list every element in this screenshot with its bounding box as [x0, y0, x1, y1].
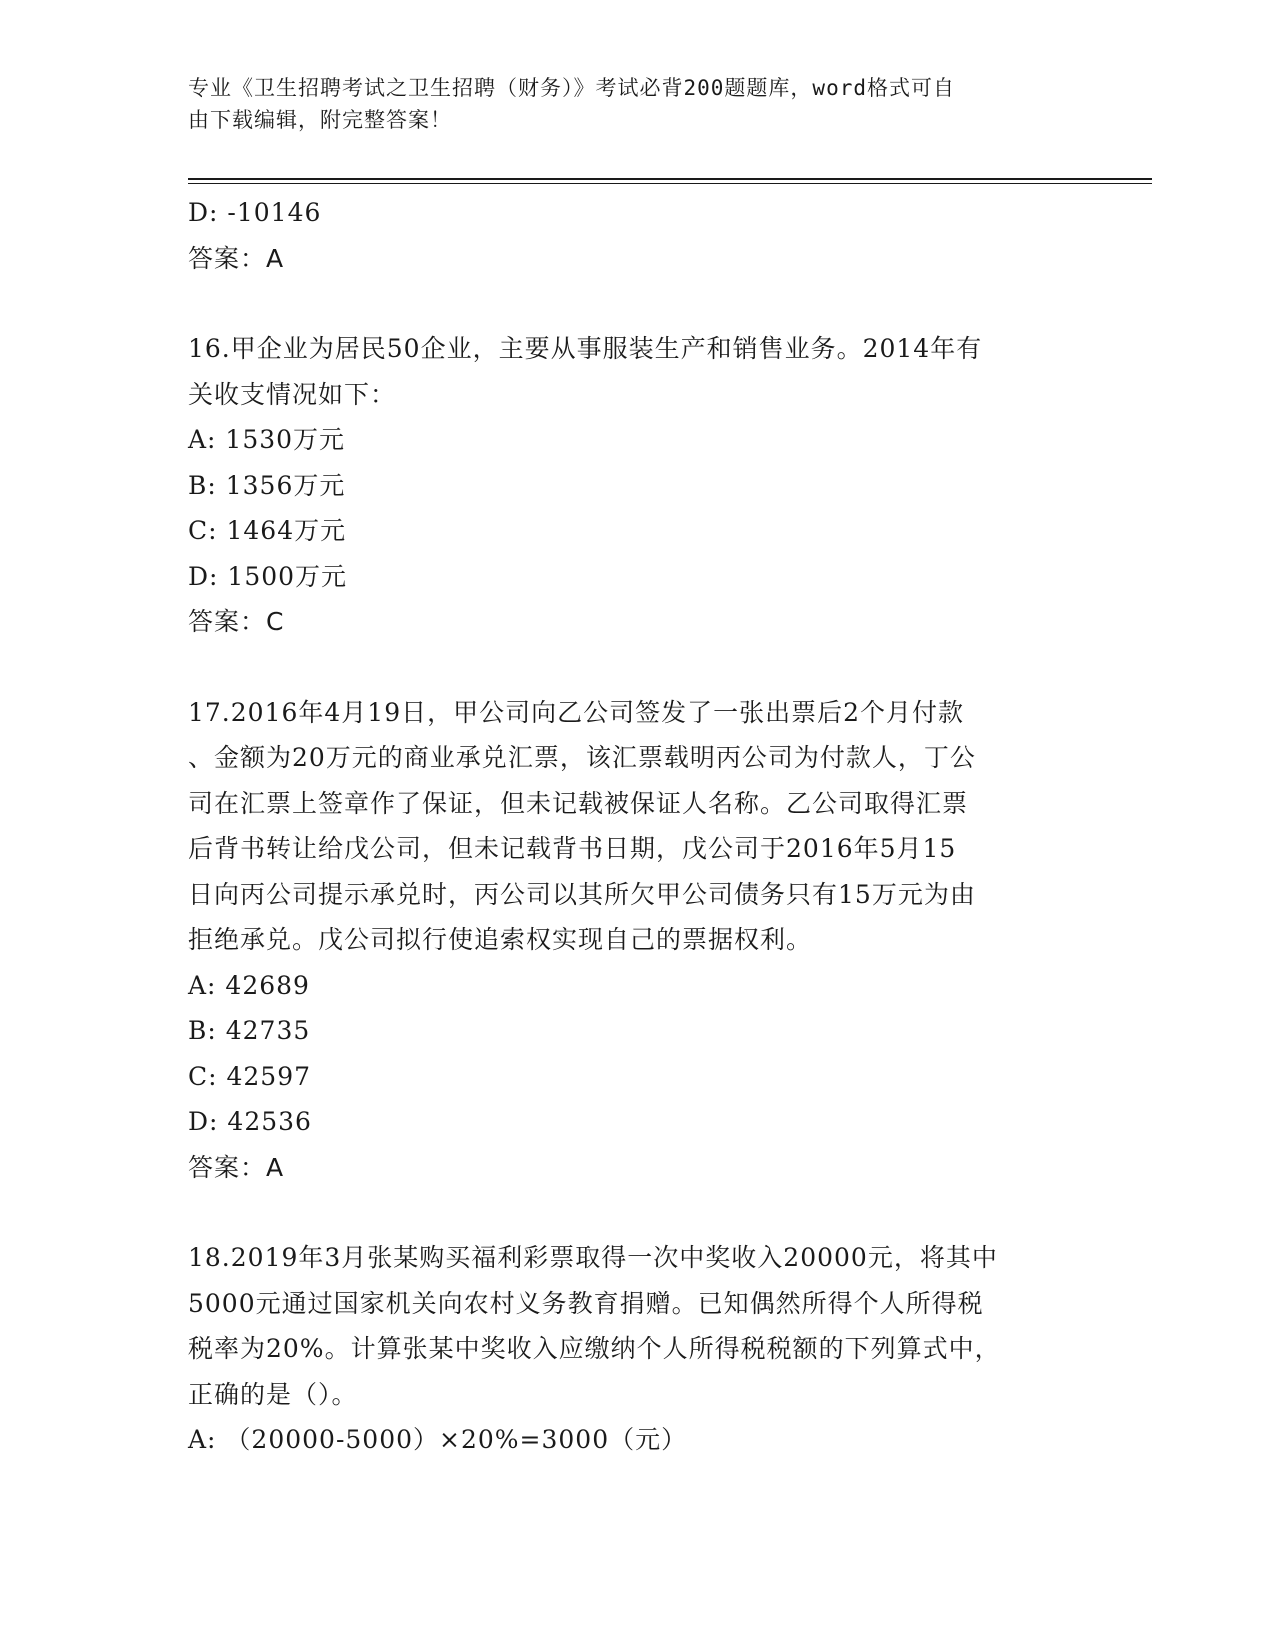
option-c: C: 1464万元 — [188, 516, 347, 545]
document-body — [188, 190, 1088, 1463]
answer: 答案：A — [188, 243, 285, 273]
question-stem-line: 拒绝承兑。戊公司拟行使追索权实现自己的票据权利。 — [188, 925, 813, 954]
option-c: C: 42597 — [188, 1061, 312, 1091]
answer: 答案：C — [188, 607, 285, 636]
option-d: D: 42536 — [188, 1107, 312, 1136]
question-stem-line: 17.2016年4月19日，甲公司向乙公司签发了一张出票后2个月付款 — [188, 697, 965, 727]
question-stem-line: 16.甲企业为居民50企业，主要从事服装生产和销售业务。2014年有 — [188, 334, 983, 363]
option-d: D: 1500万元 — [188, 561, 348, 591]
option-a: A: （20000-5000）×20%=3000（元） — [188, 1425, 688, 1454]
question-stem-line: 5000元通过国家机关向农村义务教育捐赠。已知偶然所得个人所得税 — [188, 1288, 984, 1318]
option-b: B: 1356万元 — [188, 470, 346, 500]
question-stem-line: 正确的是（）。 — [188, 1379, 358, 1409]
option-a: A: 42689 — [188, 970, 310, 1000]
header-line: 由下载编辑，附完整答案！ — [188, 108, 452, 132]
question-stem-line: 18.2019年3月张某购买福利彩票取得一次中奖收入20000元，将其中 — [188, 1243, 998, 1272]
spacer — [188, 281, 1088, 326]
header-rule-thin — [188, 183, 1152, 184]
question-stem-line: 关收支情况如下： — [188, 379, 397, 409]
header-rule-thick — [188, 178, 1152, 180]
option-d: D: -10146 — [188, 198, 322, 227]
header-line: 专业《卫生招聘考试之卫生招聘（财务）》考试必背200题题库，word格式可自 — [188, 76, 955, 100]
question-18 — [188, 1235, 1088, 1463]
question-stem-line: 税率为20%。计算张某中奖收入应缴纳个人所得税税额的下列算式中， — [188, 1334, 1001, 1363]
spacer — [188, 1190, 1088, 1235]
question-stem-line: 司在汇票上签章作了保证，但未记载被保证人名称。乙公司取得汇票 — [188, 788, 969, 818]
option-a: A: 1530万元 — [188, 425, 346, 454]
question-16 — [188, 326, 1088, 645]
question-stem-line: 、金额为20万元的商业承兑汇票，该汇票载明丙公司为付款人，丁公 — [188, 743, 976, 772]
option-b: B: 42735 — [188, 1016, 311, 1045]
question-17 — [188, 690, 1088, 1191]
answer: 答案：A — [188, 1152, 285, 1182]
document-header — [188, 72, 1068, 136]
question-stem-line: 日向丙公司提示承兑时，丙公司以其所欠甲公司债务只有15万元为由 — [188, 879, 976, 909]
question-stem-line: 后背书转让给戊公司，但未记载背书日期，戊公司于2016年5月15 — [188, 834, 957, 863]
spacer — [188, 645, 1088, 690]
